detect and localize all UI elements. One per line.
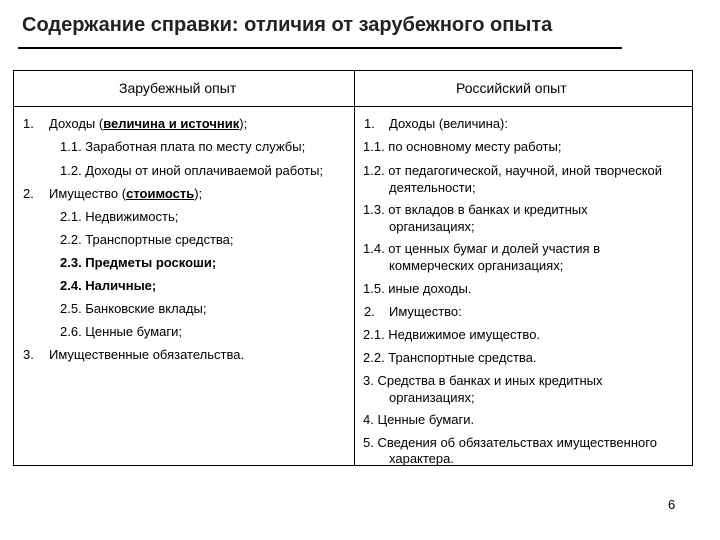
- foreign-item-2-2: 2.2. Транспортные средства;: [60, 232, 234, 247]
- foreign-item-3: Имущественные обязательства.: [49, 347, 245, 362]
- russian-item-5-line-1: 5. Сведения об обязательствах имущественного: [363, 435, 657, 450]
- foreign-item-1-emphasis: величина и источник: [103, 116, 240, 131]
- foreign-item-2-number: 2.: [23, 186, 34, 201]
- foreign-item-2-3: 2.3. Предметы роскоши;: [60, 255, 217, 270]
- russian-item-1-1: 1.1. по основному месту работы;: [363, 139, 562, 154]
- comparison-table: [13, 70, 693, 466]
- foreign-item-1-2: 1.2. Доходы от иной оплачиваемой работы;: [60, 163, 324, 178]
- foreign-item-2-6: 2.6. Ценные бумаги;: [60, 324, 182, 339]
- foreign-item-1-number: 1.: [23, 116, 34, 131]
- foreign-item-1-1: 1.1. Заработная плата по месту службы;: [60, 139, 306, 154]
- column-divider: [354, 71, 355, 465]
- russian-item-2: Имущество:: [389, 304, 462, 319]
- foreign-item-2-1: 2.1. Недвижимость;: [60, 209, 179, 224]
- page-number: 6: [668, 497, 676, 512]
- foreign-item-2-5: 2.5. Банковские вклады;: [60, 301, 207, 316]
- title-underline: [18, 47, 622, 49]
- foreign-item-2-emphasis: стоимость: [126, 186, 195, 201]
- russian-item-1-3-line-1: 1.3. от вкладов в банках и кредитных: [363, 202, 588, 217]
- russian-item-1-4-line-2: коммерческих организациях;: [389, 258, 564, 273]
- foreign-item-2: [49, 185, 202, 202]
- header-divider: [14, 106, 692, 107]
- foreign-item-1: [49, 115, 247, 132]
- page-title: Содержание справки: отличия от зарубежного опыта: [22, 14, 553, 36]
- russian-item-2-number: 2.: [364, 304, 375, 319]
- column-header-foreign: Зарубежный опыт: [119, 80, 237, 96]
- russian-item-3-line-1: 3. Средства в банках и иных кредитных: [363, 373, 603, 388]
- russian-item-3-line-2: организациях;: [389, 390, 475, 405]
- foreign-item-2-text: Имущество (: [49, 186, 127, 201]
- russian-item-4: 4. Ценные бумаги.: [363, 412, 475, 427]
- column-header-russian: Российский опыт: [456, 80, 567, 96]
- foreign-item-1-text: Доходы (: [49, 116, 104, 131]
- russian-item-1-2-line-1: 1.2. от педагогической, научной, иной творческой: [363, 163, 663, 178]
- russian-item-1-4-line-1: 1.4. от ценных бумаг и долей участия в: [363, 241, 601, 256]
- foreign-item-2-tail: );: [194, 186, 203, 201]
- russian-item-1: Доходы (величина):: [389, 116, 508, 131]
- russian-item-1-number: 1.: [364, 116, 375, 131]
- russian-item-5-line-2: характера.: [389, 451, 454, 466]
- russian-item-1-3-line-2: организациях;: [389, 219, 475, 234]
- russian-item-2-2: 2.2. Транспортные средства.: [363, 350, 537, 365]
- foreign-item-1-tail: );: [239, 116, 248, 131]
- foreign-item-2-4: 2.4. Наличные;: [60, 278, 157, 293]
- russian-item-1-5: 1.5. иные доходы.: [363, 281, 472, 296]
- russian-item-1-2-line-2: деятельности;: [389, 180, 476, 195]
- russian-item-2-1: 2.1. Недвижимое имущество.: [363, 327, 541, 342]
- foreign-item-3-number: 3.: [23, 347, 34, 362]
